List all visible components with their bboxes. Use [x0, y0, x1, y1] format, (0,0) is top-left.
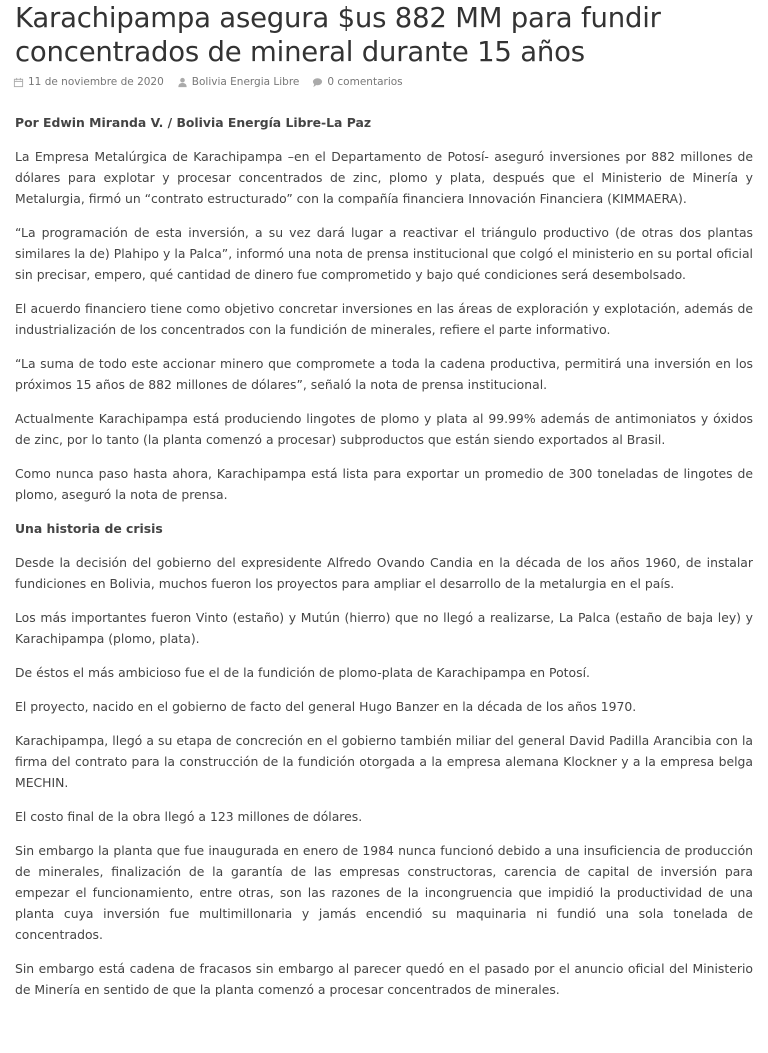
section-heading: Una historia de crisis — [15, 521, 163, 536]
article-byline: Por Edwin Miranda V. / Bolivia Energía Libre-La Paz — [15, 115, 372, 130]
paragraph: Como nunca paso hasta ahora, Karachipampa está lista para exportar un promedio de 300 toneladas de lingotes de plomo, aseguró la nota de prensa. — [15, 466, 753, 502]
post-author-link[interactable]: Bolivia Energia Libre — [191, 76, 300, 88]
article-content — [15, 112, 753, 1000]
post-comments[interactable] — [312, 76, 402, 88]
paragraph: “La suma de todo este accionar minero que compromete a toda la cadena productiva, permitirá una inversión en los próximos 15 años de 882 millones de dólares”, señaló la nota de prensa institucional. — [15, 356, 753, 392]
post-date-link[interactable]: 11 de noviembre de 2020 — [28, 76, 164, 88]
post-date[interactable] — [13, 76, 164, 88]
paragraph: El costo final de la obra llegó a 123 millones de dólares. — [15, 809, 363, 824]
paragraph: De éstos el más ambicioso fue el de la fundición de plomo-plata de Karachipampa en Potosí. — [15, 665, 590, 680]
paragraph: La Empresa Metalúrgica de Karachipampa –en el Departamento de Potosí- aseguró inversiones por 882 millones de dólares para explotar y procesar concentrados de zinc, plomo y plata, después que el Ministerio de Minería y Metalurgia, firmó un “contrato estructurado” con la compañía financiera Innovación Financiera (KIMMAERA). — [15, 149, 753, 206]
post-author[interactable] — [177, 76, 300, 88]
user-icon — [177, 77, 188, 88]
paragraph: Sin embargo la planta que fue inaugurada en enero de 1984 nunca funcionó debido a una insuficiencia de producción de minerales, finalización de la garantía de las empresas constructoras, carencia de capital de inversión para empezar el funcionamiento, entre otras, son las razones de la incongruencia que impidió la productividad de una planta cuya inversión fue multimillonaria y jamás encendió su maquinaria ni fundió una sola tonelada de concentrados. — [15, 843, 753, 942]
post-comments-link[interactable]: 0 comentarios — [327, 76, 403, 88]
paragraph: El acuerdo financiero tiene como objetivo concretar inversiones en las áreas de exploración y explotación, además de industrialización de los concentrados con la fundición de minerales, refiere el parte informativo. — [15, 301, 753, 337]
article-title: Karachipampa asegura $us 882 MM para fundir concentrados de mineral durante 15 años — [15, 2, 661, 68]
paragraph: “La programación de esta inversión, a su vez dará lugar a reactivar el triángulo productivo (de otras dos plantas similares la de) Plahipo y la Palca”, informó una nota de prensa institucional que colgó el ministerio en su portal oficial sin precisar, empero, qué cantidad de dinero fue comprometido y bajo qué condiciones será desembolsado. — [15, 225, 753, 282]
paragraph: Sin embargo está cadena de fracasos sin embargo al parecer quedó en el pasado por el anuncio oficial del Ministerio de Minería en sentido de que la planta comenzó a procesar concentrados de minerales. — [15, 961, 753, 997]
paragraph: Actualmente Karachipampa está produciendo lingotes de plomo y plata al 99.99% además de antimoniatos y óxidos de zinc, por lo tanto (la planta comenzó a procesar) subproductos que están siendo exportados al Brasil. — [15, 411, 753, 447]
article-meta — [15, 74, 753, 90]
paragraph: Desde la decisión del gobierno del expresidente Alfredo Ovando Candia en la década de los años 1960, de instalar fundiciones en Bolivia, muchos fueron los proyectos para ampliar el desarrollo de la metalurgia en el país. — [15, 555, 753, 591]
paragraph: Karachipampa, llegó a su etapa de concreción en el gobierno también miliar del general David Padilla Arancibia con la firma del contrato para la construcción de la fundición otorgada a la empresa alemana Klockner y a la empresa belga MECHIN. — [15, 733, 753, 790]
comment-icon — [312, 77, 323, 88]
paragraph: Los más importantes fueron Vinto (estaño) y Mutún (hierro) que no llegó a realizarse, La Palca (estaño de baja ley) y Karachipampa (plomo, plata). — [15, 610, 753, 646]
paragraph: El proyecto, nacido en el gobierno de facto del general Hugo Banzer en la década de los años 1970. — [15, 699, 637, 714]
calendar-icon — [13, 77, 24, 88]
